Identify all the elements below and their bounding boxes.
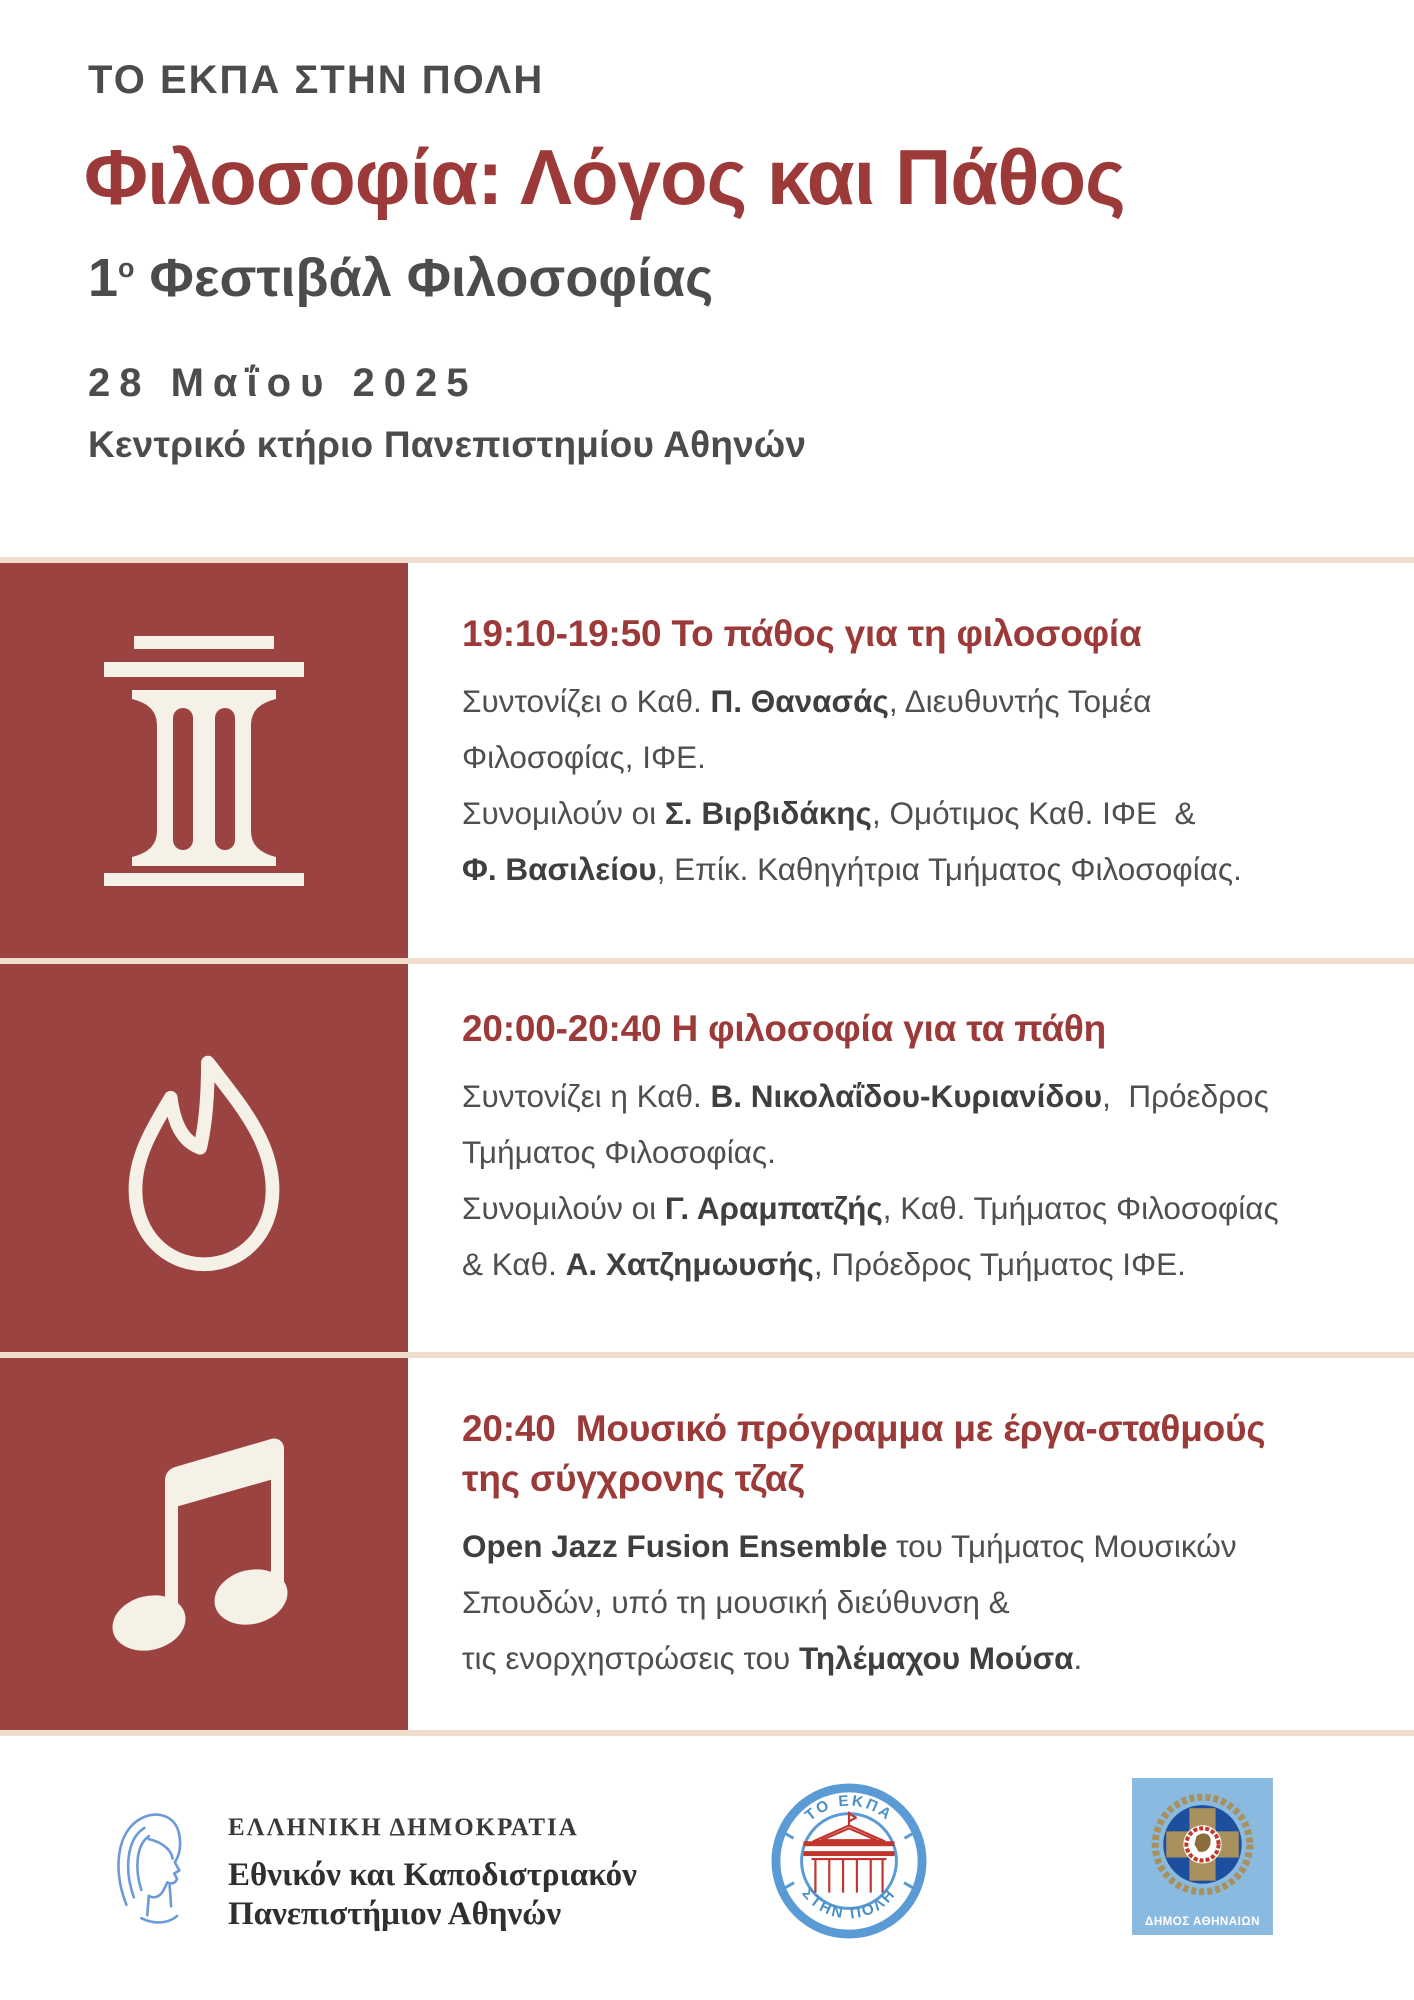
page-title: Φιλοσοφία: Λόγος και Πάθος [84, 133, 1125, 221]
session-body-line [462, 1180, 1378, 1236]
person-name: Φ. Βασιλείου [462, 851, 657, 887]
ekpa-city-badge [770, 1782, 928, 1945]
municipality-label: ΔΗΜΟΣ ΑΘΗΝΑΙΩΝ [1145, 1915, 1260, 1928]
session-3-title [462, 1404, 1378, 1504]
uoa-name-line-1: Εθνικόν και Καποδιστριακόν [228, 1857, 637, 1893]
body-text: , Ομότιμος Καθ. ΙΦΕ & [871, 795, 1196, 831]
athena-head-icon [110, 1806, 192, 1926]
hellenic-republic-label: ΕΛΛΗΝΙΚΗ ΔΗΜΟΚΡΑΤΙΑ [228, 1814, 579, 1841]
body-text: του Τμήματος Μουσικών [887, 1528, 1237, 1564]
session-1-content [408, 563, 1414, 958]
session-title-line: της σύγχρονης τζαζ [462, 1458, 805, 1499]
session-body-line [462, 1518, 1378, 1574]
body-text: , Διευθυντής Τομέα [888, 683, 1152, 719]
session-2-title [462, 1004, 1378, 1054]
festival-subtitle [88, 247, 1354, 309]
flame-icon [104, 1041, 304, 1276]
person-name: Γ. Αραμπατζής [664, 1190, 883, 1226]
person-name: Τηλέμαχου Μούσα [798, 1640, 1074, 1676]
session-row-3 [0, 1358, 1414, 1730]
session-body-line [462, 841, 1378, 897]
festival-ordinal: ο [118, 252, 135, 283]
body-text: & Καθ. [462, 1246, 566, 1282]
session-title-line: 20:40 Μουσικό πρόγραμμα με έργα-σταθμούς [462, 1408, 1266, 1449]
session-body-line [462, 1124, 1378, 1180]
session-body-line [462, 1068, 1378, 1124]
body-text: Συνομιλούν οι [462, 795, 665, 831]
badge-bottom-text: ΣΤΗΝ ΠΟΛΗ [798, 1885, 900, 1923]
body-text: . [1073, 1640, 1083, 1676]
music-note-icon [99, 1424, 309, 1664]
body-text: Συντονίζει η Καθ. [462, 1078, 711, 1114]
person-name: Α. Χατζημωυσής [565, 1246, 814, 1282]
body-text: , Καθ. Τμήματος Φιλοσοφίας [882, 1190, 1279, 1226]
athena-head-logo [110, 1806, 192, 1931]
kicker: ΤΟ ΕΚΠΑ ΣΤΗΝ ΠΟΛΗ [88, 58, 545, 102]
person-name: Open Jazz Fusion Ensemble [462, 1528, 888, 1564]
body-text: Συνομιλούν οι [462, 1190, 665, 1226]
session-body-line [462, 785, 1378, 841]
session-2-body [462, 1068, 1378, 1292]
session-2-icon-block [0, 964, 408, 1352]
session-row-1 [0, 563, 1414, 958]
body-text: Σπουδών, υπό τη μουσική διεύθυνση & [462, 1584, 1010, 1620]
session-body-line [462, 1236, 1378, 1292]
body-text: Φιλοσοφίας, ΙΦΕ. [462, 739, 706, 775]
uoa-name-line-2: Πανεπιστήμιον Αθηνών [228, 1896, 562, 1932]
person-name: Σ. Βιρβιδάκης [664, 795, 872, 831]
body-text: , Πρόεδρος [1102, 1078, 1269, 1114]
person-name: Π. Θανασάς [710, 683, 889, 719]
body-text: , Επίκ. Καθηγήτρια Τμήματος Φιλοσοφίας. [656, 851, 1242, 887]
poster-footer [0, 1736, 1414, 2000]
festival-name: Φεστιβάλ Φιλοσοφίας [134, 247, 714, 308]
session-1-icon-block [0, 563, 408, 958]
session-body-line [462, 1630, 1378, 1686]
badge-top-text: ΤΟ ΕΚΠΑ [801, 1792, 896, 1825]
session-3-body [462, 1518, 1378, 1686]
uoa-text-block [228, 1814, 637, 1934]
body-text: Τμήματος Φιλοσοφίας. [462, 1134, 776, 1170]
session-1-title [462, 609, 1378, 659]
session-body-line [462, 673, 1378, 729]
session-title-line: 20:00-20:40 Η φιλοσοφία για τα πάθη [462, 1008, 1107, 1049]
athens-municipality-logo [1132, 1778, 1273, 1940]
ekpa-city-badge-icon [770, 1782, 928, 1940]
body-text: τις ενορχηστρώσεις του [462, 1640, 799, 1676]
event-date: 28 Μαΐου 2025 [88, 360, 478, 405]
session-row-2 [0, 964, 1414, 1352]
event-venue: Κεντρικό κτήριο Πανεπιστημίου Αθηνών [88, 423, 807, 465]
festival-number: 1 [88, 247, 119, 308]
session-title-line: 19:10-19:50 Το πάθος για τη φιλοσοφία [462, 613, 1142, 654]
session-1-body [462, 673, 1378, 897]
poster-header [0, 0, 1414, 557]
athens-municipality-icon [1132, 1778, 1273, 1935]
greek-column-icon [104, 636, 304, 886]
body-text: , Πρόεδρος Τμήματος ΙΦΕ. [813, 1246, 1186, 1282]
session-3-content [408, 1358, 1414, 1730]
session-2-content [408, 964, 1414, 1352]
person-name: Β. Νικολαΐδου-Κυριανίδου [710, 1078, 1103, 1114]
session-body-line [462, 1574, 1378, 1630]
session-body-line [462, 729, 1378, 785]
session-3-icon-block [0, 1358, 408, 1730]
body-text: Συντονίζει ο Καθ. [462, 683, 711, 719]
